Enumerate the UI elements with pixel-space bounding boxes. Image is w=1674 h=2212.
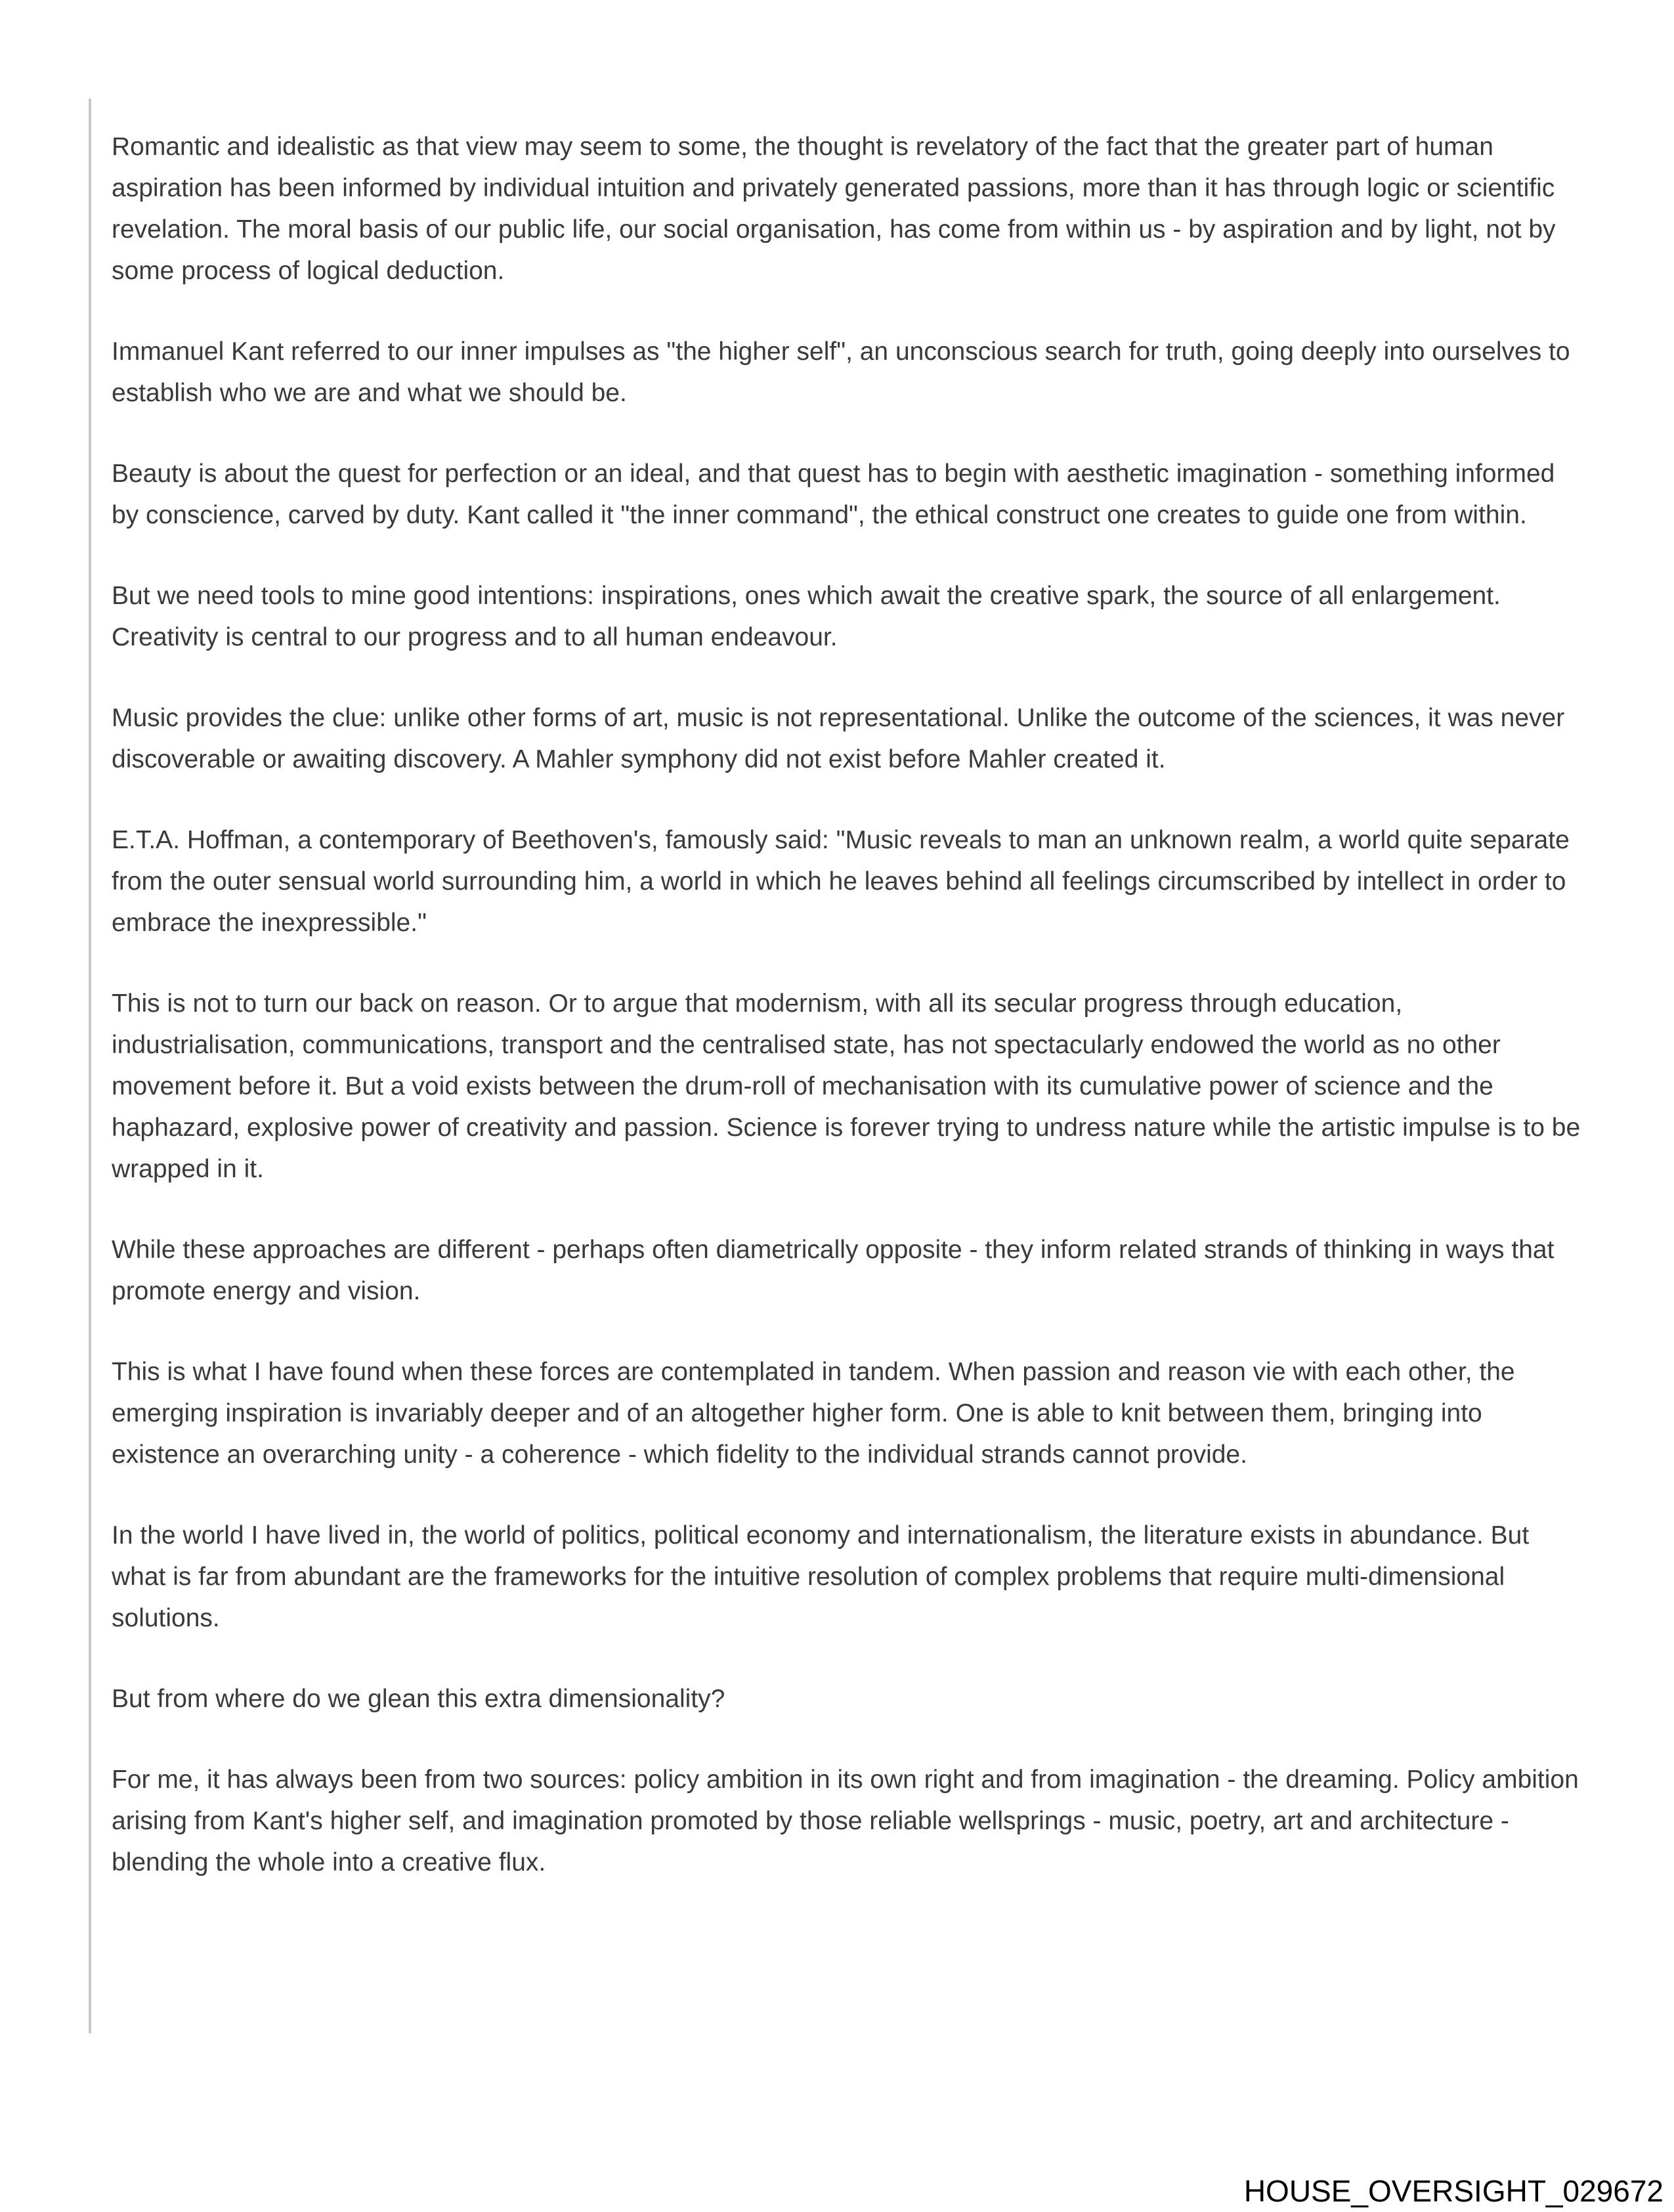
paragraph: But from where do we glean this extra dimensionality? (112, 1685, 725, 1713)
paragraph: Immanuel Kant referred to our inner impulses as "the higher self", an unconscious search for truth, going deeply into ourselves to establish who we are and what we should be. (112, 337, 1570, 407)
paragraph: But we need tools to mine good intentions: inspirations, ones which await the creative spark, the source of all enlargement. Creativity is central to our progress and to all human endeavour. (112, 582, 1501, 651)
change-bar-line (89, 98, 91, 2033)
paragraph: In the world I have lived in, the world of politics, political economy and internationalism, the literature exists in abundance. But what is far from abundant are the frameworks for the intuitive resolution of complex problems that require multi-dimensional solutions. (112, 1521, 1530, 1632)
paragraph: This is what I have found when these forces are contemplated in tandem. When passion and reason vie with each other, the emerging inspiration is invariably deeper and of an altogether higher form. One is able to knit between them, bringing into existence an overarching unity - a coherence - which fidelity to the individual strands cannot provide. (112, 1358, 1515, 1469)
paragraph: For me, it has always been from two sources: policy ambition in its own right and from imagination - the dreaming. Policy ambition arising from Kant's higher self, and imagination promoted by those reliable wellsprings - music, poetry, art and architecture - blending the whole into a creative flux. (112, 1766, 1579, 1876)
bates-number: HOUSE_OVERSIGHT_029672 (1243, 2174, 1663, 2208)
paragraph: E.T.A. Hoffman, a contemporary of Beethoven's, famously said: "Music reveals to man an unknown realm, a world quite separate from the outer sensual world surrounding him, a world in which he leaves behind all feelings circumscribed by intellect in order to embrace the inexpressible." (112, 826, 1570, 937)
paragraph: Romantic and idealistic as that view may seem to some, the thought is revelatory of the fact that the greater part of human aspiration has been informed by individual intuition and privately generated passions, more than it has through logic or scientific revelation. The moral basis of our public life, our social organisation, has come from within us - by aspiration and by light, not by some process of logical deduction. (112, 133, 1556, 285)
paragraph: While these approaches are different - perhaps often diametrically opposite - they inform related strands of thinking in ways that promote energy and vision. (112, 1236, 1555, 1305)
paragraph: Music provides the clue: unlike other forms of art, music is not representational. Unlike the outcome of the sciences, it was never discoverable or awaiting discovery. A Mahler symphony did not exist before Mahler created it. (112, 704, 1565, 773)
document-body (112, 126, 1582, 1922)
paragraph: Beauty is about the quest for perfection or an ideal, and that quest has to begin with aesthetic imagination - something informed by conscience, carved by duty. Kant called it "the inner command", the ethical construct one creates to guide one from within. (112, 460, 1555, 529)
paragraph: This is not to turn our back on reason. Or to argue that modernism, with all its secular progress through education, industrialisation, communications, transport and the centralised state, has not spectacularly endowed the world as no other movement before it. But a void exists between the drum-roll of mechanisation with its cumulative power of science and the haphazard, explosive power of creativity and passion. Science is forever trying to undress nature while the artistic impulse is to be wrapped in it. (112, 989, 1581, 1183)
